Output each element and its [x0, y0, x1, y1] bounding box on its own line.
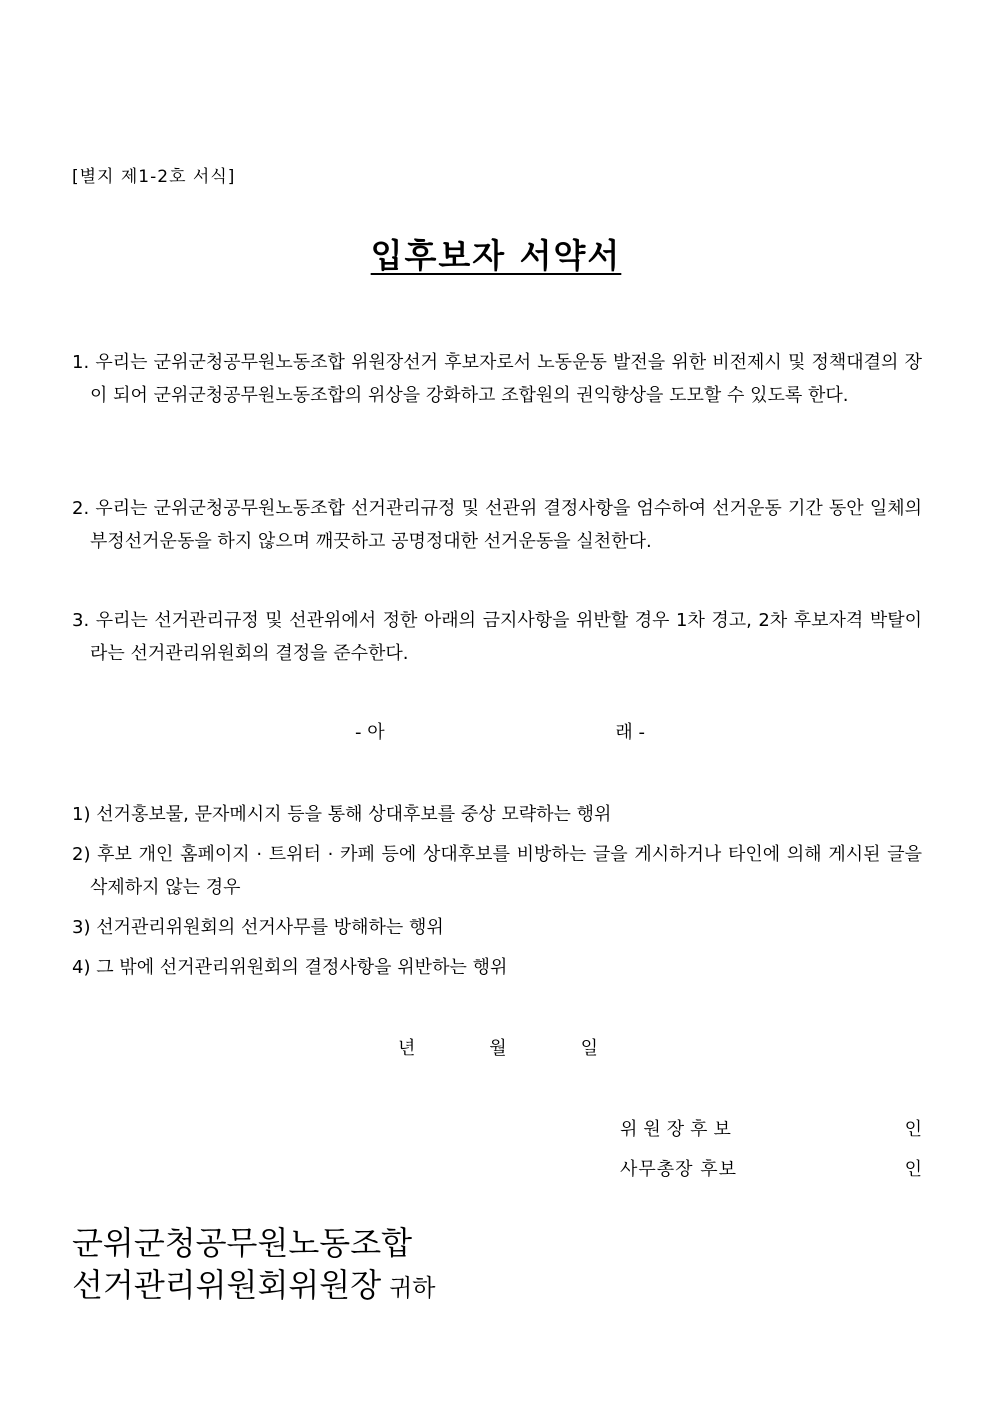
date-year-label: 년 [398, 1038, 416, 1059]
pledge-text: 우리는 군위군청공무원노동조합 선거관리규정 및 선관위 결정사항을 엄수하여 선거운동 기간 동안 일체의 부정선거운동을 하지 않으며 깨끗하고 공명정대한 선거운동을 실천한다. [90, 498, 922, 552]
list-item: 3) 선거관리위원회의 선거사무를 방해하는 행위 [72, 917, 444, 938]
date-line [398, 1034, 598, 1060]
seal-mark: 인 [904, 1119, 922, 1140]
addressee-block [72, 1222, 436, 1309]
date-month-label: 월 [489, 1038, 507, 1059]
signature-chair-candidate [620, 1115, 922, 1141]
signature-secretary-candidate [620, 1155, 922, 1181]
pledge-number: 1. [72, 352, 90, 373]
addressee-organization: 군위군청공무원노동조합 [72, 1224, 413, 1262]
pledge-number: 2. [72, 498, 90, 519]
document-title [0, 230, 992, 277]
signature-role: 사무총장 후보 [620, 1159, 738, 1180]
note-heading-right: 래 - [615, 722, 645, 743]
form-number-label: [별지 제1-2호 서식] [72, 167, 236, 187]
pledge-text: 우리는 선거관리규정 및 선관위에서 정한 아래의 금지사항을 위반할 경우 1차 경고, 2차 후보자격 박탈이라는 선거관리위원회의 결정을 준수한다. [90, 610, 922, 664]
list-item: 4) 그 밖에 선거관리위원회의 결정사항을 위반하는 행위 [72, 957, 508, 978]
list-item: 2) 후보 개인 홈페이지 · 트위터 · 카페 등에 상대후보를 비방하는 글을 게시하거나 타인에 의해 게시된 글을 삭제하지 않는 경우 [72, 844, 922, 898]
addressee-honorific: 귀하 [389, 1274, 436, 1302]
pledge-3 [72, 604, 922, 670]
pledge-number: 3. [72, 610, 90, 631]
signature-role: 위원장후보 [620, 1119, 737, 1140]
prohibited-items-list [72, 798, 922, 991]
note-heading-left: - 아 [355, 722, 385, 743]
list-item: 1) 선거홍보물, 문자메시지 등을 통해 상대후보를 중상 모략하는 행위 [72, 804, 612, 825]
pledge-1 [72, 346, 922, 412]
seal-mark: 인 [904, 1159, 922, 1180]
pledge-2 [72, 492, 922, 558]
pledge-text: 우리는 군위군청공무원노동조합 위원장선거 후보자로서 노동운동 발전을 위한 비전제시 및 정책대결의 장이 되어 군위군청공무원노동조합의 위상을 강화하고 조합원의 권익향상을 도모할 수 있도록 한다. [90, 352, 922, 406]
date-day-label: 일 [580, 1038, 598, 1059]
addressee-title-line [72, 1264, 436, 1309]
addressee-title: 선거관리위원회위원장 [72, 1266, 382, 1304]
note-heading [355, 718, 645, 744]
document-title-text: 입후보자 서약서 [370, 236, 622, 275]
